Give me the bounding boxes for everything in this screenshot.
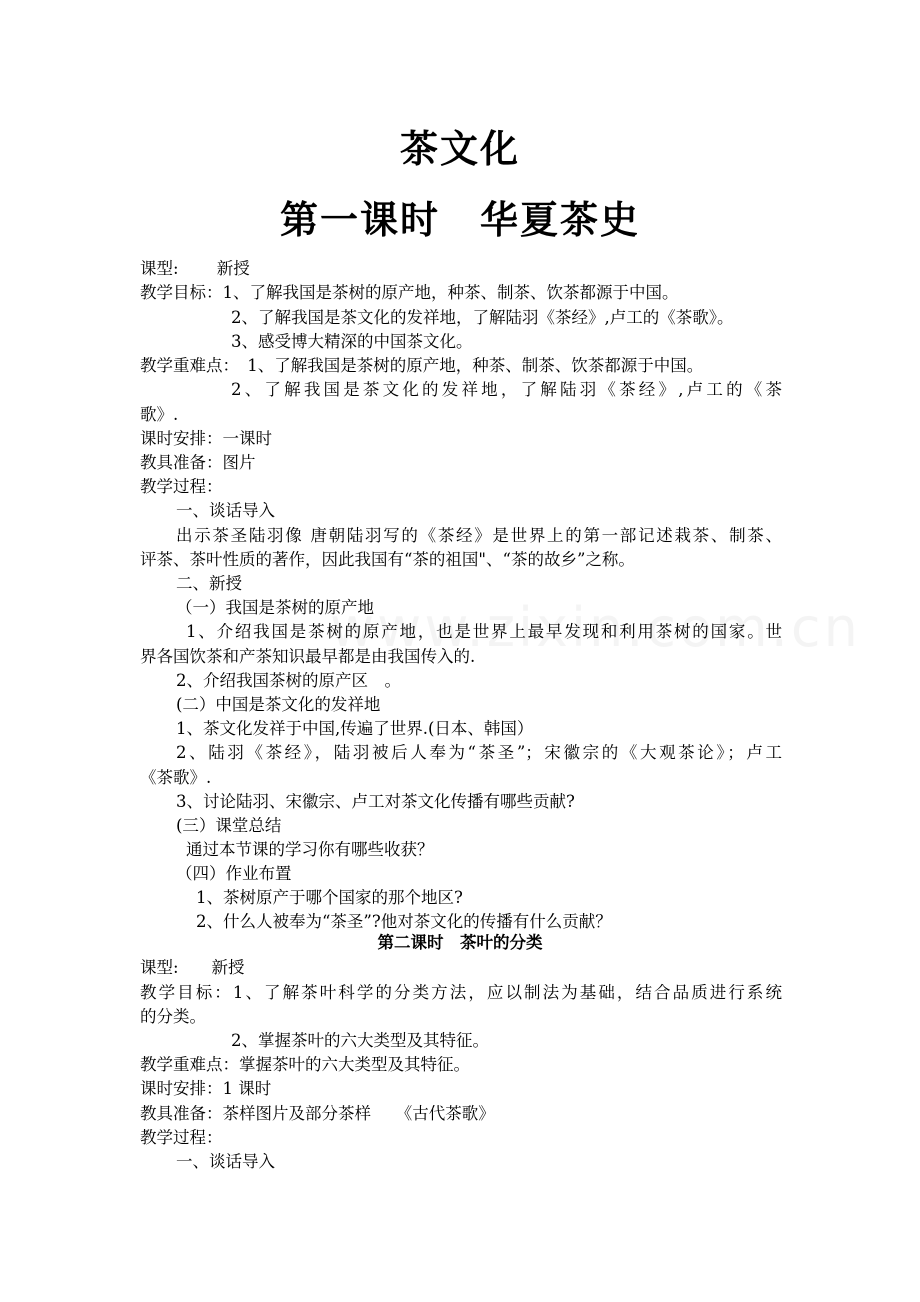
lesson1-line: 一、谈话导入 bbox=[176, 501, 275, 520]
lesson1-line: (二）中国是茶文化的发祥地 bbox=[176, 695, 381, 714]
lesson2-line: 一、谈话导入 bbox=[176, 1152, 275, 1171]
lesson1-line: （一）我国是茶树的原产地 bbox=[176, 598, 374, 617]
lesson1-line: 2、了解我国是茶文化的发祥地，了解陆羽《茶经》,卢工的《茶歌》。 bbox=[231, 308, 734, 327]
lesson1-line: 通过本节课的学习你有哪些收获？ bbox=[186, 840, 434, 859]
lesson2-title: 第二课时 茶叶的分类 bbox=[377, 933, 543, 952]
lesson1-line: （四）作业布置 bbox=[176, 864, 292, 883]
lesson2-line: 教学重难点：掌握茶叶的六大类型及其特征。 bbox=[140, 1055, 470, 1074]
lesson1-line: 课时安排：一课时 bbox=[140, 429, 272, 448]
lesson1-line: 1、介绍我国是茶树的原产地，也是世界上最早发现和利用茶树的国家。世 bbox=[186, 622, 782, 641]
lesson1-line: 2、介绍我国茶树的原产区 。 bbox=[176, 671, 401, 690]
lesson2-line: 课时安排：1 课时 bbox=[140, 1079, 272, 1098]
lesson1-line: 《茶歌》. bbox=[140, 768, 212, 787]
lesson1-line: 二、新授 bbox=[176, 574, 242, 593]
lesson1-line: 2、了解我国是茶文化的发祥地，了解陆羽《茶经》,卢工的《茶 bbox=[231, 380, 782, 399]
lesson1-line: 3、感受博大精深的中国茶文化。 bbox=[231, 332, 473, 351]
lesson1-title: 第一课时 华夏茶史 bbox=[279, 198, 640, 242]
lesson1-line: 教学重难点： 1、了解我国是茶树的原产地，种茶、制茶、饮茶都源于中国。 bbox=[140, 356, 704, 375]
lesson1-line: 2、陆羽《茶经》，陆羽被后人奉为“茶圣”；宋徽宗的《大观茶论》；卢工 bbox=[176, 743, 782, 762]
lesson1-line: 界各国饮茶和产茶知识最早都是由我国传入的. bbox=[140, 647, 476, 666]
lesson1-line: 1、茶树原产于哪个国家的那个地区? bbox=[196, 888, 463, 907]
document-title: 茶文化 bbox=[399, 127, 520, 171]
lesson1-line: 2、什么人被奉为“茶圣”?他对茶文化的传播有什么贡献？ bbox=[196, 912, 612, 931]
lesson2-line: 课型: 新授 bbox=[140, 958, 245, 977]
lesson2-line: 教具准备：茶样图片及部分茶样 《古代茶歌》 bbox=[140, 1104, 495, 1123]
lesson1-line: (三）课堂总结 bbox=[176, 816, 282, 835]
lesson1-line: 课型: 新授 bbox=[140, 259, 250, 278]
lesson1-line: 出示茶圣陆羽像 唐朝陆羽写的《茶经》是世界上的第一部记述栽茶、制茶、 bbox=[176, 526, 782, 545]
lesson1-line: 评茶、茶叶性质的著作，因此我国有“茶的祖国"、“茶的故乡”之称。 bbox=[140, 550, 635, 569]
lesson1-line: 教具准备：图片 bbox=[140, 453, 256, 472]
lesson1-line: 教学过程： bbox=[140, 477, 223, 496]
lesson1-line: 教学目标：1、了解我国是茶树的原产地，种茶、制茶、饮茶都源于中国。 bbox=[140, 283, 679, 302]
lesson2-line: 的分类。 bbox=[140, 1007, 206, 1026]
lesson1-line: 3、讨论陆羽、宋徽宗、卢工对茶文化传播有哪些贡献? bbox=[176, 792, 575, 811]
lesson2-line: 2、掌握茶叶的六大类型及其特征。 bbox=[231, 1031, 489, 1050]
lesson1-line: 歌》. bbox=[140, 405, 179, 424]
lesson1-line: 1、茶文化发祥于中国,传遍了世界.(日本、韩国） bbox=[176, 719, 534, 738]
lesson2-line: 教学目标：1、了解茶叶科学的分类方法，应以制法为基础，结合品质进行系统 bbox=[140, 983, 782, 1002]
lesson2-line: 教学过程： bbox=[140, 1128, 223, 1147]
